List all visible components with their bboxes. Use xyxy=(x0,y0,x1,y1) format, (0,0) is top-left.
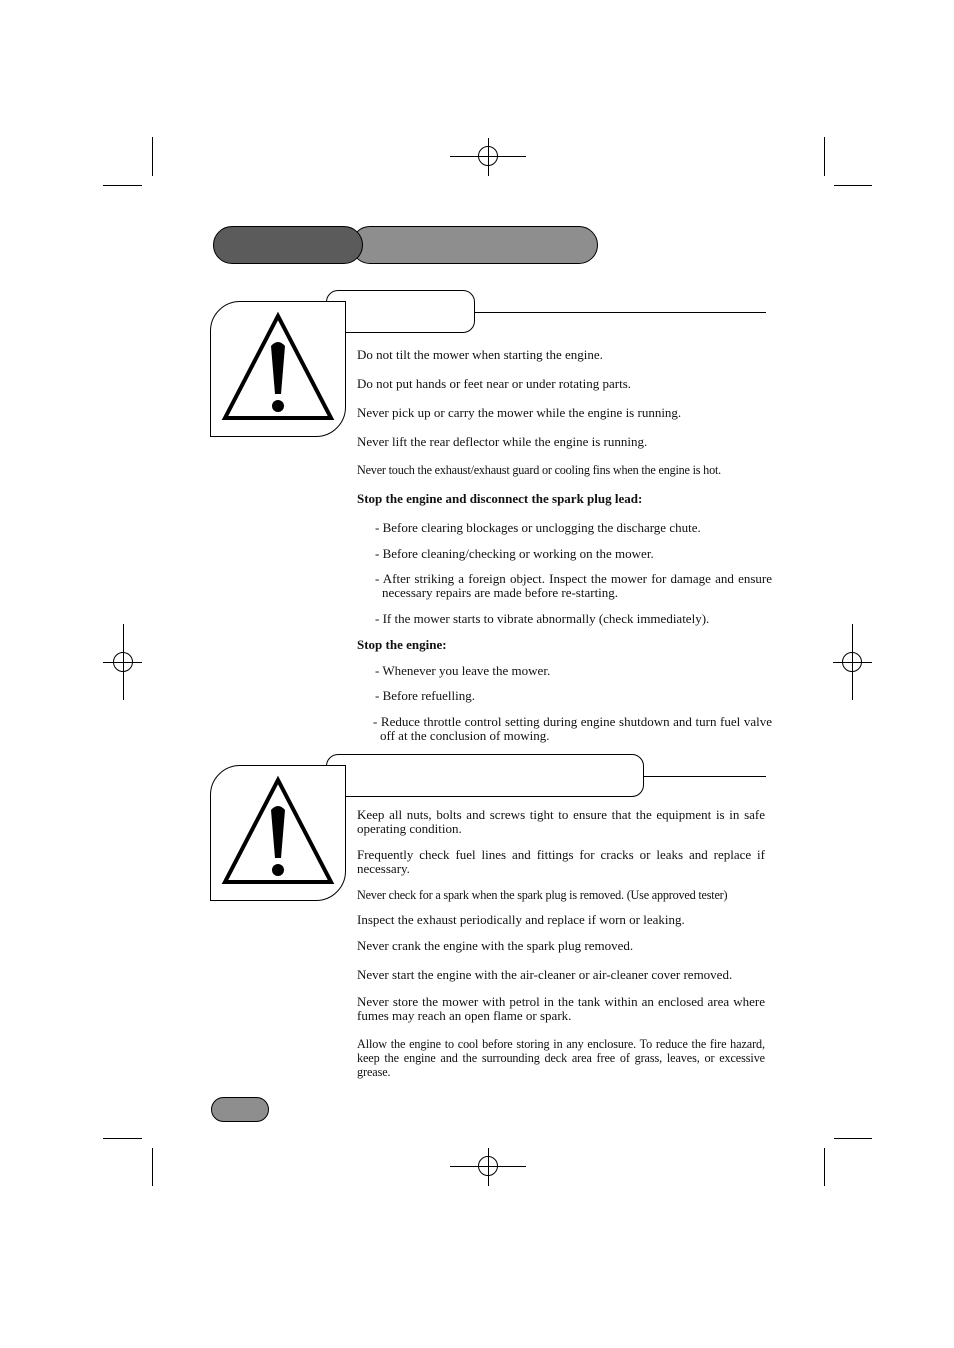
page-number-tab xyxy=(211,1097,269,1122)
section1-line: Do not tilt the mower when starting the engine. xyxy=(357,347,603,362)
crop-mark xyxy=(103,185,142,186)
stop-engine-item: - Whenever you leave the mower. xyxy=(375,663,551,678)
warning-triangle-icon xyxy=(221,310,335,424)
section2-warning-box xyxy=(210,765,346,901)
crop-mark xyxy=(152,137,153,176)
section2-line: Keep all nuts, bolts and screws tight to ensure that the equipment is in safe operating condition. xyxy=(357,807,765,836)
section1-line: Never lift the rear deflector while the engine is running. xyxy=(357,434,648,449)
section-tab-light xyxy=(351,226,598,264)
crop-mark xyxy=(152,1148,153,1186)
section2-line: Inspect the exhaust periodically and replace if worn or leaking. xyxy=(357,912,685,927)
crop-mark xyxy=(824,1148,825,1186)
section2-line: Allow the engine to cool before storing in any enclosure. To reduce the fire hazard, keep the engine and the surrounding deck area free of grass, leaves, or excessive grease. xyxy=(357,1037,765,1079)
registration-circle xyxy=(478,1156,498,1176)
section1-line: Never touch the exhaust/exhaust guard or cooling fins when the engine is hot. xyxy=(357,463,722,477)
stop-engine-item: - Reduce throttle control setting during engine shutdown and turn fuel valve off at the conclusion of mowing. xyxy=(373,714,772,743)
section2-line: Never store the mower with petrol in the tank within an enclosed area where fumes may reach an open flame or spark. xyxy=(357,994,765,1023)
stop-engine-heading: Stop the engine: xyxy=(357,637,447,652)
warning-triangle-icon xyxy=(221,774,335,888)
section1-label-box xyxy=(326,290,475,333)
section2-rule xyxy=(643,776,766,777)
spark-plug-item: - Before cleaning/checking or working on the mower. xyxy=(375,546,654,561)
section2-label-box xyxy=(326,754,644,797)
section2-line: Never crank the engine with the spark plug removed. xyxy=(357,938,634,953)
section-tab-dark xyxy=(213,226,363,264)
section1-warning-box xyxy=(210,301,346,437)
spark-plug-item: - After striking a foreign object. Inspect the mower for damage and ensure necessary repairs are made before re-starting. xyxy=(375,571,772,600)
crop-mark xyxy=(834,1138,872,1139)
registration-circle xyxy=(842,652,862,672)
section2-line: Never start the engine with the air-cleaner or air-cleaner cover removed. xyxy=(357,967,733,982)
section1-rule xyxy=(474,312,766,313)
section1-line: Never pick up or carry the mower while the engine is running. xyxy=(357,405,682,420)
stop-engine-item: - Before refuelling. xyxy=(375,688,475,703)
section2-line: Frequently check fuel lines and fittings for cracks or leaks and replace if necessary. xyxy=(357,847,765,876)
crop-mark xyxy=(824,137,825,176)
section2-line: Never check for a spark when the spark plug is removed. (Use approved tester) xyxy=(357,888,728,902)
registration-circle xyxy=(478,146,498,166)
spark-plug-item: - If the mower starts to vibrate abnormally (check immediately). xyxy=(375,611,710,626)
registration-circle xyxy=(113,652,133,672)
spark-plug-heading: Stop the engine and disconnect the spark plug lead: xyxy=(357,491,643,506)
spark-plug-item: - Before clearing blockages or unclogging the discharge chute. xyxy=(375,520,701,535)
crop-mark xyxy=(834,185,872,186)
section1-line: Do not put hands or feet near or under rotating parts. xyxy=(357,376,632,391)
crop-mark xyxy=(103,1138,142,1139)
